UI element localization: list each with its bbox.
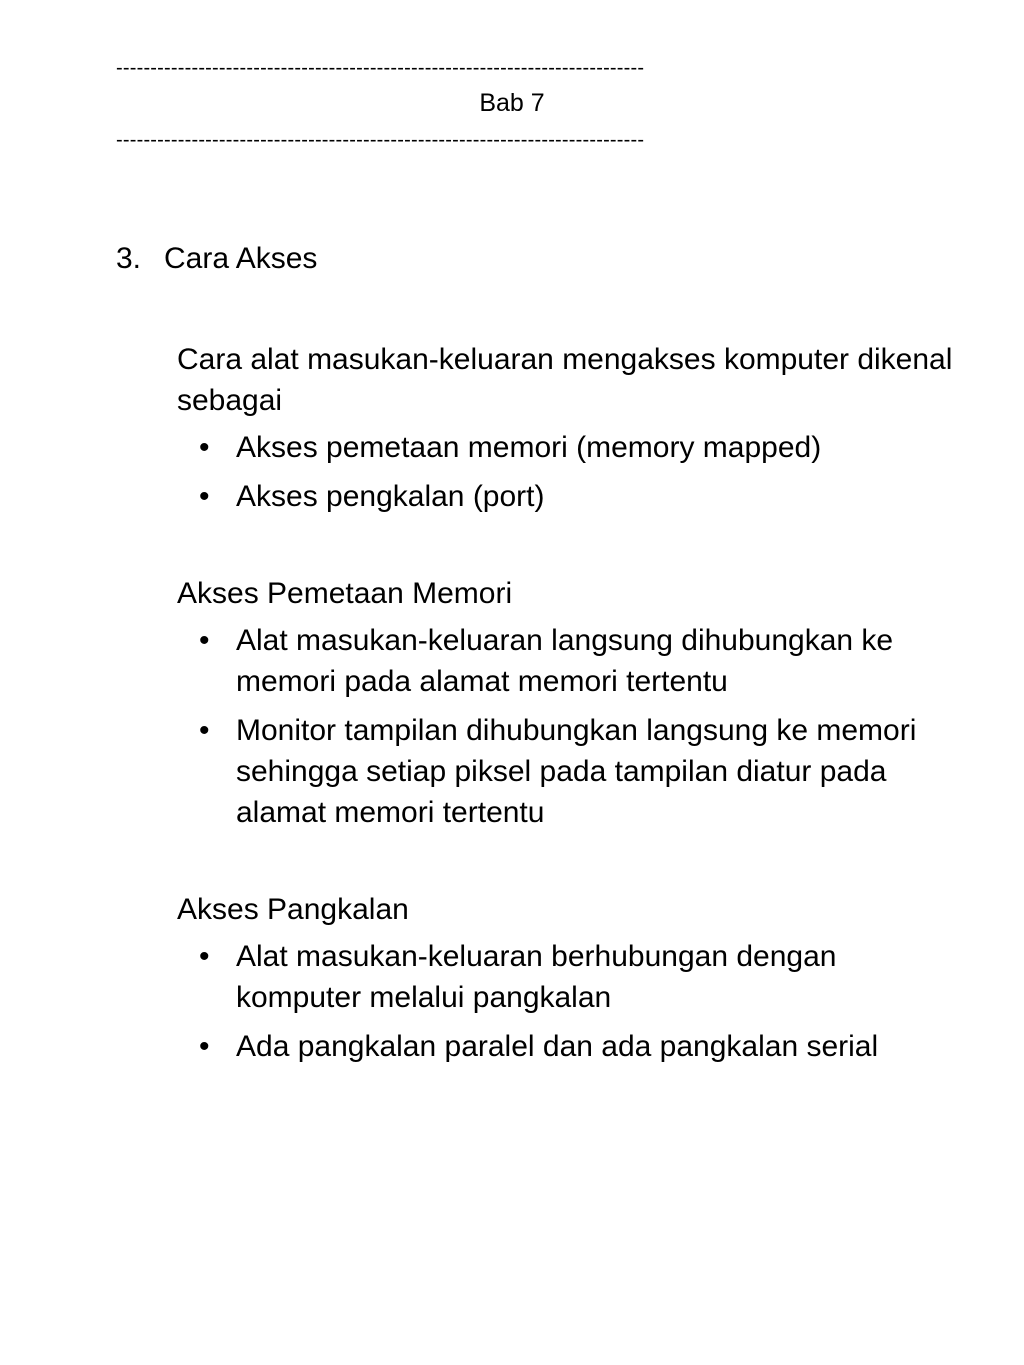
memory-mapped-block [177, 573, 957, 833]
list-item [177, 427, 957, 468]
list-item-text: Ada pangkalan paralel dan ada pangkalan serial [236, 1030, 879, 1063]
list-item [177, 1026, 957, 1067]
port-bullet-list [177, 936, 957, 1067]
bullet-icon: • [199, 480, 210, 513]
bullet-icon: • [199, 1030, 210, 1063]
port-block [177, 889, 957, 1067]
section-number: 3. [116, 242, 142, 275]
list-item [177, 476, 957, 517]
intro-block [177, 339, 957, 517]
chapter-label: Bab 7 [479, 89, 545, 117]
intro-bullet-list [177, 427, 957, 517]
list-item-text: Alat masukan-keluaran langsung dihubungkan ke memori pada alamat memori tertentu [236, 624, 894, 698]
memory-mapped-heading: Akses Pemetaan Memori [177, 577, 513, 610]
bullet-icon: • [199, 940, 210, 973]
bullet-icon: • [199, 714, 210, 747]
port-heading: Akses Pangkalan [177, 893, 409, 926]
bullet-icon: • [199, 431, 210, 464]
list-item-text: Alat masukan-keluaran berhubungan dengan komputer melalui pangkalan [236, 940, 837, 1014]
intro-paragraph: Cara alat masukan-keluaran mengakses komputer dikenal sebagai [177, 343, 953, 417]
content-body [177, 339, 957, 1123]
section-title [116, 241, 317, 277]
list-item [177, 620, 957, 702]
header-rule-bottom: ----------------------------------------------------------------------------- [116, 129, 645, 151]
list-item-text: Akses pemetaan memori (memory mapped) [236, 431, 822, 464]
bullet-icon: • [199, 624, 210, 657]
section-title-text: Cara Akses [164, 242, 318, 275]
header-rule-top: ----------------------------------------------------------------------------- [116, 57, 645, 79]
list-item [177, 936, 957, 1018]
list-item-text: Monitor tampilan dihubungkan langsung ke memori sehingga setiap piksel pada tampilan diatur pada alamat memori tertentu [236, 714, 917, 829]
memory-mapped-bullet-list [177, 620, 957, 833]
list-item-text: Akses pengkalan (port) [236, 480, 545, 513]
list-item [177, 710, 957, 833]
